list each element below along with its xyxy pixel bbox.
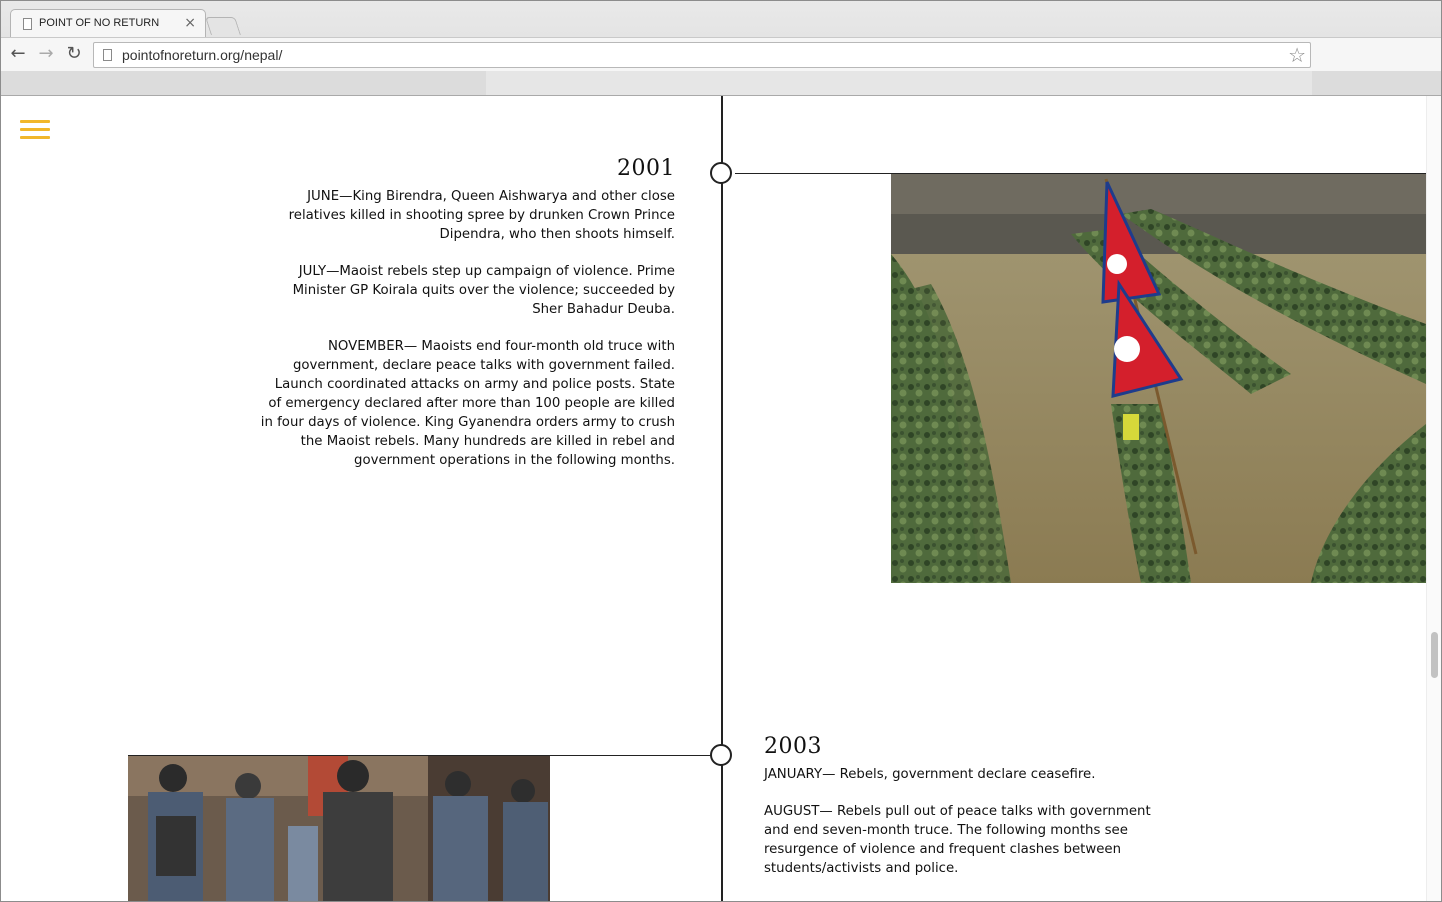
address-bar[interactable] — [93, 42, 1311, 68]
new-tab-button[interactable] — [205, 17, 241, 35]
forward-icon[interactable]: → — [38, 43, 54, 64]
address-url[interactable]: pointofnoreturn.org/nepal/ — [122, 47, 283, 63]
army-parade-image — [891, 174, 1426, 583]
page-scrollbar[interactable] — [1426, 96, 1442, 902]
tab-title: POINT OF NO RETURN — [39, 17, 160, 29]
army-parade-photo — [891, 174, 1426, 583]
timeline-entry-text: JULY—Maoist rebels step up campaign of violence. Prime Minister GP Koirala quits over the violence; succeeded by Sher Bahadur Deuba. — [292, 264, 675, 317]
riot-police-image — [128, 756, 550, 902]
bookmark-star-icon[interactable]: ☆ — [1288, 43, 1306, 67]
timeline-node — [710, 162, 732, 184]
page-icon — [23, 18, 32, 30]
close-tab-icon[interactable]: × — [184, 15, 196, 31]
browser-chrome — [0, 0, 1442, 96]
timeline-year: 2001 — [617, 156, 675, 181]
timeline-line — [721, 96, 723, 902]
timeline-entry-text: AUGUST— Rebels pull out of peace talks with government and end seven-month truce. The following months see resurgence of violence and frequent clashes between students/activists and police. — [764, 804, 1151, 876]
browser-toolbar — [0, 37, 1442, 71]
timeline-entry-text: JUNE—King Birendra, Queen Aishwarya and other close relatives killed in shooting spree by drunken Crown Prince Dipendra, who then shoots himself. — [288, 189, 675, 242]
back-icon[interactable]: ← — [10, 43, 26, 64]
page-icon — [103, 49, 112, 61]
timeline-entry-text: JANUARY— Rebels, government declare ceasefire. — [764, 767, 1096, 782]
reload-icon[interactable]: ↻ — [66, 43, 82, 64]
timeline-node — [710, 744, 732, 766]
scrollbar-thumb[interactable] — [1431, 632, 1438, 678]
page-content — [0, 96, 1442, 902]
hamburger-menu-icon[interactable] — [20, 120, 50, 140]
browser-tab[interactable] — [10, 9, 206, 37]
bookmark-bar — [0, 71, 1442, 95]
riot-police-photo — [128, 756, 550, 902]
timeline-year: 2003 — [764, 734, 822, 759]
timeline-entry-text: NOVEMBER— Maoists end four-month old truce with government, declare peace talks with government failed. Launch coordinated attacks on army and police posts. State of emergency declared after more than 100 people are killed in four days of violence. King Gyanendra orders army to crush the Maoist rebels. Many hundreds are killed in rebel and government operations in the following months. — [260, 339, 675, 468]
